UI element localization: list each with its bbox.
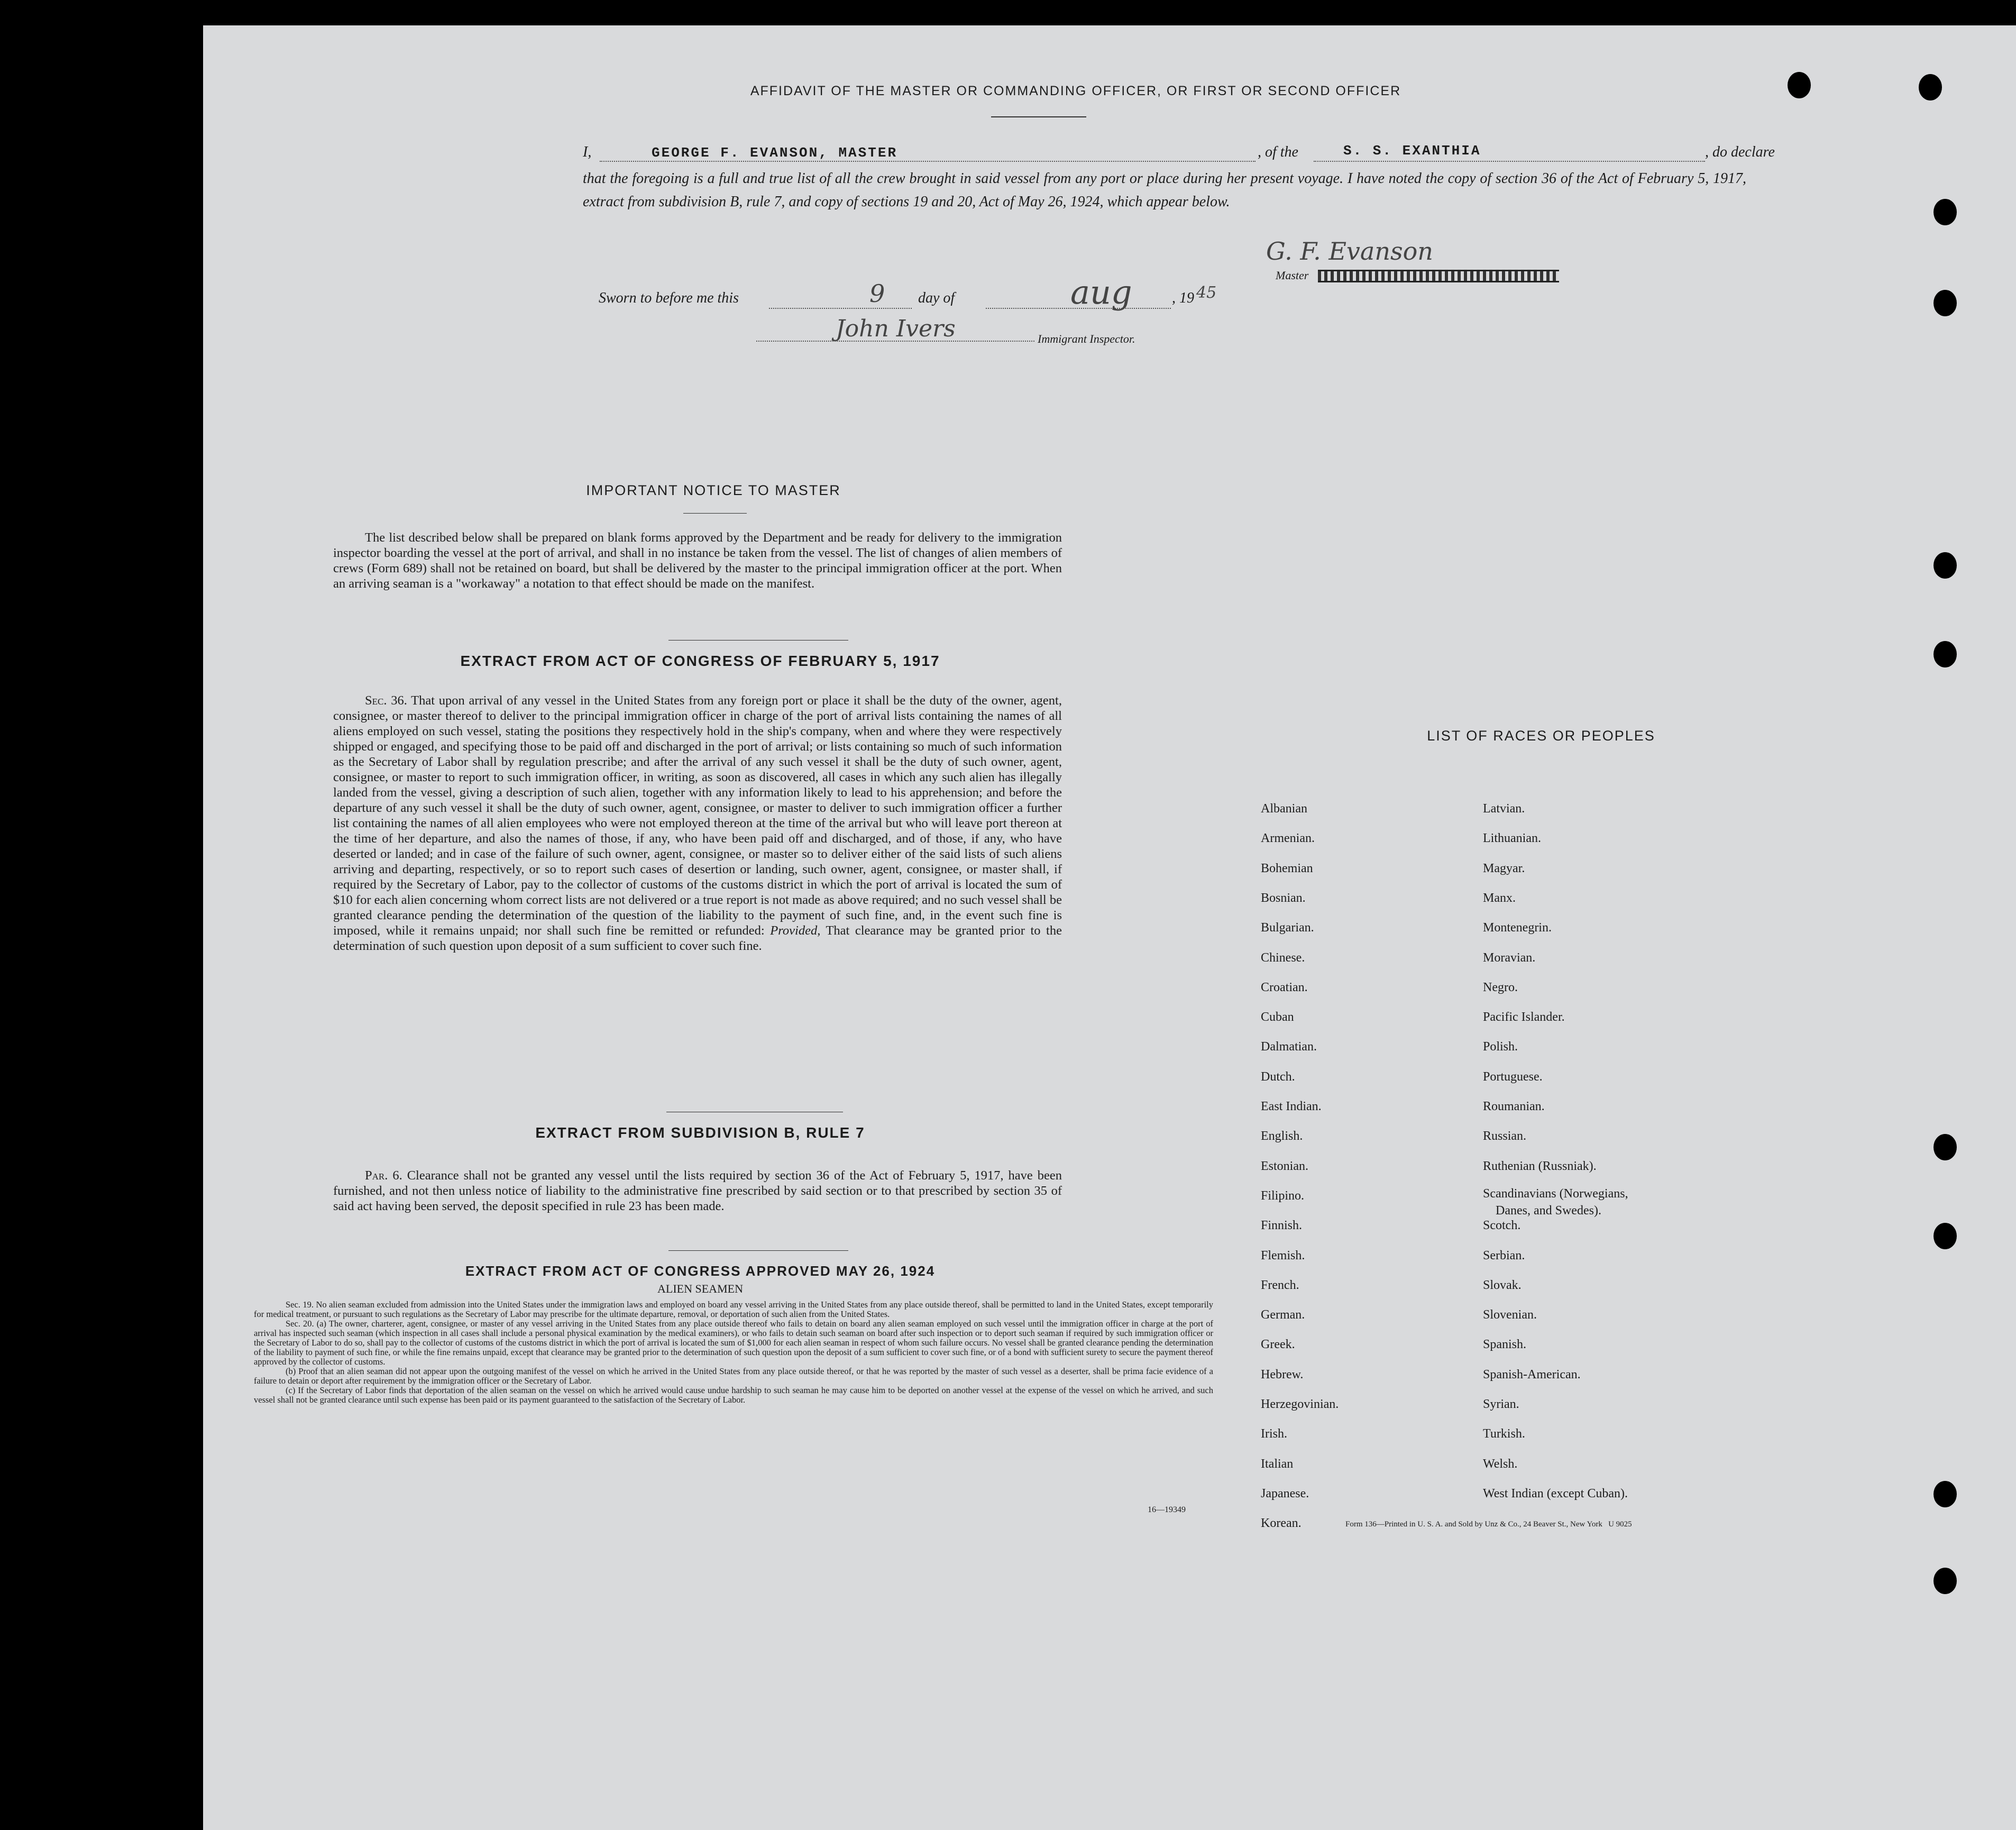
race-item: Magyar. (1483, 861, 1525, 875)
race-item: Roumanian. (1483, 1100, 1545, 1113)
race-item: Hebrew. (1261, 1367, 1304, 1381)
race-item: Cuban (1261, 1010, 1294, 1024)
race-item: Bulgarian. (1261, 921, 1314, 935)
race-item: Russian. (1483, 1129, 1527, 1143)
extract1917-text (333, 693, 1062, 954)
par6-body: Clearance shall not be granted any vessel until the lists required by section 36 of the Act of February 5, 1917, have been furnished, and not then unless notice of liability to the administrative fine prescribed by said section or to that prescribed by section 35 of said act having been served, the deposit specified in rule 23 has been made. (333, 1168, 1062, 1213)
race-item: Danes, and Swedes). (1496, 1203, 1601, 1218)
sec20b-text: (b) Proof that an alien seaman did not appear upon the outgoing manifest of the vessel on which he arrived in the United States from any place outside thereof, or that he was reported by the master of such vessel as a deserter, shall be prima facie evidence of a failure to detain or deport after requirement by the immigration officer or the Secretary of Labor. (254, 1366, 1213, 1386)
race-item: East Indian. (1261, 1100, 1322, 1113)
day-of-label: day of (918, 290, 955, 306)
inspector-signature: John Ivers (836, 315, 956, 342)
punch-hole (1933, 1481, 1957, 1507)
race-item: Montenegrin. (1483, 921, 1552, 935)
sec20a-text: Sec. 20. (a) The owner, charterer, agent, consignee, or master of any vessel arriving in the United States from any place outside thereof who fails to detain on board any alien seaman employed on such vessel until the immigration officer in charge at the port of arrival has inspected such seaman (which inspection in all cases shall include a personal physical examination by the medical examiners), or who fails to detain such seaman on board after such inspection or to deport such seaman if required by such immigration officer or the Secretary of Labor to do so, shall pay to the collector of customs of the customs district in which the port of arrival is located the sum of $1,000 for each alien seaman in respect of whom such failure occurs. No vessel shall be granted clearance pending the determination of the liability to payment of such fine, or while the fine remains unpaid, except that clearance may be granted prior to the determination of such question upon the deposit of a sum sufficient to cover such fine, or of a bond with sufficient surety to secure the payment thereof approved by the collector of customs. (254, 1319, 1213, 1367)
document-page (203, 25, 2016, 1830)
race-item: English. (1261, 1129, 1303, 1143)
race-item: Croatian. (1261, 980, 1308, 994)
race-item: Negro. (1483, 980, 1518, 994)
extract1924-subtitle: ALIEN SEAMEN (657, 1282, 743, 1295)
race-item: Slovenian. (1483, 1308, 1537, 1322)
race-item: Spanish-American. (1483, 1367, 1581, 1381)
master-name-blank (600, 161, 1256, 162)
master-label: Master (1276, 269, 1309, 282)
sworn-prefix: Sworn to before me this (599, 290, 739, 306)
race-item: Dutch. (1261, 1069, 1295, 1084)
race-item: West Indian (except Cuban). (1483, 1486, 1628, 1500)
rule7-title: EXTRACT FROM SUBDIVISION B, RULE 7 (535, 1124, 865, 1141)
race-item: Manx. (1483, 891, 1516, 905)
race-item: Slovak. (1483, 1278, 1522, 1292)
extract1924-title: EXTRACT FROM ACT OF CONGRESS APPROVED MAY 26, 1924 (465, 1263, 936, 1279)
punch-hole (1933, 552, 1957, 579)
race-item: Herzegovinian. (1261, 1397, 1339, 1411)
punch-hole (1933, 1223, 1957, 1249)
notice-divider (683, 513, 747, 514)
race-item: Japanese. (1261, 1486, 1309, 1500)
year-prefix: , 19 (1172, 290, 1194, 306)
vessel-name-blank (1314, 161, 1705, 162)
extract1917-title: EXTRACT FROM ACT OF CONGRESS OF FEBRUARY 5, 1917 (460, 653, 940, 669)
race-item: Serbian. (1483, 1248, 1525, 1262)
race-item: Syrian. (1483, 1397, 1519, 1411)
punch-hole (1933, 199, 1957, 225)
section-divider (668, 1250, 848, 1251)
rule7-text (333, 1168, 1062, 1214)
title-divider (991, 116, 1086, 117)
race-item: Greek. (1261, 1338, 1295, 1352)
race-item: Filipino. (1261, 1188, 1305, 1203)
sec20c-text: (c) If the Secretary of Labor finds that deportation of the alien seaman on the vessel on which he arrived would cause undue hardship to such seaman he may cause him to be deported on another vessel at the expense of the vessel on which he arrived, and such vessel shall not be granted clearance until such expense has been paid or its payment guaranteed to the satisfaction of the Secretary of Labor. (254, 1385, 1213, 1405)
master-signature: G. F. Evanson (1266, 237, 1433, 266)
extract1924-text (254, 1300, 1213, 1405)
proviso-body: That clearance may be granted prior to the determination of such question upon deposit of a sum sufficient to cover such fine. (333, 923, 1062, 953)
race-item: Welsh. (1483, 1457, 1518, 1471)
form-code: 16—19349 (1148, 1505, 1186, 1514)
sec36-body: That upon arrival of any vessel in the United States from any foreign port or place it shall be the duty of the owner, agent, consignee, or master thereof to deliver to the principal immigration officer in charge of the port of arrival lists containing the names of all aliens employed on such vessel, stating the positions they respectively hold in the ship's company, when and where they were respectively shipped or engaged, and specifying those to be paid off and discharged in the port of arrival; or lists containing so much of such information as the Secretary of Labor shall by regulation prescribe; and after the arrival of any such vessel it shall be the duty of such owner, agent, consignee, or master to report to such immigration officer, in writing, as soon as discovered, all cases in which any such alien has illegally landed from the vessel, giving a description of such alien, together with any information likely to lead to his apprehension; and before the departure of any such vessel it shall be the duty of such owner, agent, consignee, or master to deliver to such immigration officer a further list containing the names of all alien employees who were not employed thereon at the time of the arrival but who will leave port thereon at the time of her departure, and also the names of those, if any, who have been paid off and discharged, and of those, if any, who have deserted or landed; and in case of the failure of such owner, agent, consignee, or master so to deliver either of the said lists of such aliens arriving and departing, respectively, or so to report such cases of desertion or landing, such owner, agent, consignee, or master shall, if required by the Secretary of Labor, pay to the collector of customs of the customs district in which the port of arrival is located the sum of $10 for each alien concerning whom correct lists are not delivered or a true report is not made as above required; and no such vessel shall be granted clearance pending the determination of the question of the liability to the payment of such fine, and, in the event such fine is imposed, while it remains unpaid; nor shall such fine be remitted or refunded: (333, 693, 1062, 938)
punch-hole (1933, 290, 1957, 316)
punch-hole (1933, 1568, 1957, 1594)
master-name: GEORGE F. EVANSON, MASTER (652, 145, 898, 161)
day-blank (769, 308, 912, 309)
struck-out-text (1318, 270, 1559, 282)
affidavit-line1-prefix: I, (583, 144, 592, 160)
race-item: Bohemian (1261, 861, 1313, 875)
races-title: LIST OF RACES OR PEOPLES (1427, 728, 1655, 744)
race-item: Finnish. (1261, 1219, 1303, 1233)
race-item: Estonian. (1261, 1159, 1308, 1173)
race-item: Korean. (1261, 1516, 1302, 1531)
race-item: Moravian. (1483, 950, 1536, 965)
race-item: Turkish. (1483, 1427, 1525, 1441)
punch-hole (1919, 74, 1942, 100)
declaration-text: that the foregoing is a full and true list of all the crew brought in said vessel from any port or place during her present voyage. I have noted the copy of section 36 of the Act of February 5, 1917, extract from subdivision B, rule 7, and copy of sections 19 and 20, Act of May 26, 1924, which appear below. (583, 170, 1746, 210)
punch-hole (1933, 641, 1957, 667)
race-item: Albanian (1261, 802, 1307, 816)
sec19-text: Sec. 19. No alien seaman excluded from admission into the United States under the immigration laws and employed on board any vessel arriving in the United States from any place outside thereof, shall be permitted to land in the United States, except temporarily for medical treatment, or pursuant to such regulations as the Secretary of Labor may prescribe for the ultimate departure, removal, or deportation of such alien from the United States. (254, 1300, 1213, 1319)
par6-label: Par. 6. (365, 1168, 402, 1183)
sec36-label: Sec. 36. (365, 693, 407, 708)
proviso-label: Provided, (770, 923, 821, 938)
race-item: Flemish. (1261, 1248, 1305, 1262)
race-item: Polish. (1483, 1040, 1518, 1054)
notice-title: IMPORTANT NOTICE TO MASTER (586, 482, 841, 498)
race-item: Portuguese. (1483, 1069, 1543, 1084)
vessel-name: S. S. EXANTHIA (1343, 143, 1481, 159)
race-item: Italian (1261, 1457, 1294, 1471)
affidavit-line1-mid: , of the (1258, 144, 1298, 160)
race-item: Bosnian. (1261, 891, 1306, 905)
race-item: German. (1261, 1308, 1305, 1322)
sworn-month-text: aug (1070, 273, 1132, 312)
race-item: Lithuanian. (1483, 831, 1541, 846)
race-item: Dalmatian. (1261, 1040, 1317, 1054)
sworn-day: 9 (869, 279, 885, 308)
year-suffix: 45 (1196, 283, 1217, 302)
race-item: Ruthenian (Russniak). (1483, 1159, 1597, 1173)
race-item: Pacific Islander. (1483, 1010, 1565, 1024)
race-item: Chinese. (1261, 950, 1305, 965)
race-item: Latvian. (1483, 802, 1525, 816)
affidavit-title: AFFIDAVIT OF THE MASTER OR COMMANDING OFFICER, OR FIRST OR SECOND OFFICER (750, 84, 1401, 98)
inspector-label: Immigrant Inspector. (1038, 332, 1135, 345)
race-item: French. (1261, 1278, 1299, 1292)
punch-hole (1933, 1134, 1957, 1160)
printer-imprint: Form 136—Printed in U. S. A. and Sold by Unz & Co., 24 Beaver St., New York U 9025 (1345, 1520, 1632, 1529)
race-item: Armenian. (1261, 831, 1315, 846)
notice-text-body: The list described below shall be prepared on blank forms approved by the Department and be ready for delivery to the immigration inspector boarding the vessel at the port of arrival, and shall in no instance be taken from the vessel. The list of changes of alien members of crews (Form 689) shall not be retained on board, but shall be delivered by the master to the principal immigration officer at the port. When an arriving seaman is a "workaway" a notation to that effect should be made on the manifest. (333, 530, 1062, 591)
race-item: Irish. (1261, 1427, 1287, 1441)
affidavit-line1-suffix: , do declare (1705, 144, 1775, 160)
race-item: Scotch. (1483, 1219, 1521, 1233)
punch-hole (1788, 72, 1811, 98)
race-item: Spanish. (1483, 1338, 1527, 1352)
race-item: Scandinavians (Norwegians, (1483, 1186, 1628, 1201)
sworn-month (1070, 273, 1132, 312)
notice-text (333, 530, 1062, 591)
